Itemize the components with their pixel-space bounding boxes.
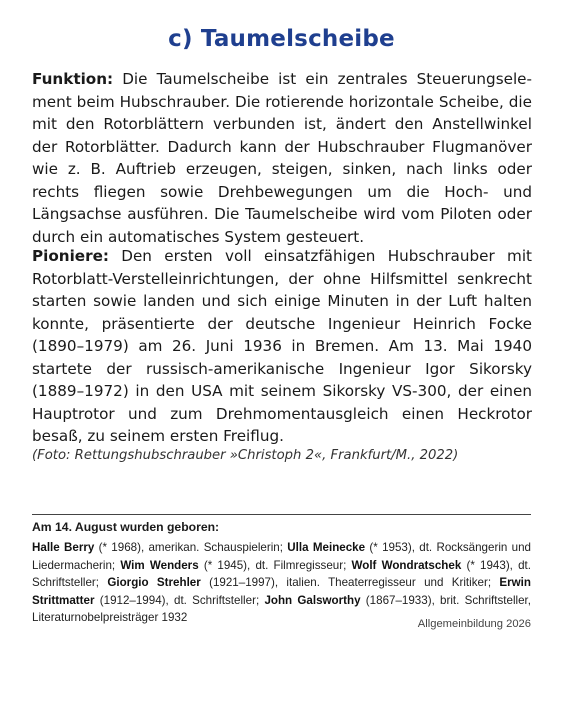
birthdays-heading: Am 14. August wurden geboren: <box>32 520 220 534</box>
person-name: John Galsworthy <box>264 593 361 607</box>
pioniere-paragraph <box>32 245 532 448</box>
person-name: Erwin Strittmatter <box>32 576 531 607</box>
funktion-text: Die Taumelscheibe ist ein zentrales Steuerungselement beim Hubschrauber. Die rotierende horizontale Scheibe, die mit den Rotorblättern verbunden ist, ändert den Anstellwinkel der Rotorblätter. Dadurch kann der Hubschrauber Flugmanöver wie z. B. Auftrieb erzeugen, steigen, sinken, nach links oder rechts fliegen sowie Drehbewegungen um die Hoch- und Längsachse ausführen. Die Taumelscheibe wird vom Piloten oder durch ein automatisches System gesteuert. <box>32 70 532 246</box>
funktion-paragraph <box>32 68 532 248</box>
pioniere-label: Pioniere: <box>32 247 109 265</box>
pioniere-text: Den ersten voll einsatzfähigen Hubschrauber mit Rotorblatt-Verstelleinrichtungen, der ohne Hilfsmittel senkrecht starten sowie landen und sich einige Minuten in der Luft halten konnte, präsentierte der deutsche Ingenieur Heinrich Focke (1890–1979) am 26. Juni 1936 in Bremen. Am 13. Mai 1940 startete der russisch-amerikanische Ingenieur Igor Sikorsky (1889–1972) in den USA mit seinem Sikorsky VS-300, der einen Hauptrotor und zum Drehmomentausgleich einen Heckrotor besaß, zu seinem ersten Freiflug. <box>32 247 532 445</box>
person-info: (* 1968), amerikan. Schauspielerin; <box>94 541 288 554</box>
page-title: c) Taumelscheibe <box>168 26 395 52</box>
person-info: (* 1953), dt. Rocksängerin und Liedermacherin; <box>32 541 531 572</box>
person-info: (1867–1933), brit. Schriftsteller, Literaturnobelpreisträger 1932 <box>32 593 532 625</box>
person-info: (* 1943), dt. Schriftsteller; <box>32 558 531 590</box>
footer-label: Allgemeinbildung 2026 <box>417 618 531 630</box>
photo-caption: (Foto: Rettungshubschrauber »Christoph 2«, Frankfurt/M., 2022) <box>32 448 459 463</box>
person-name: Halle Berry <box>32 541 95 554</box>
person-name: Ulla Meinecke <box>287 541 366 554</box>
funktion-label: Funktion: <box>32 70 114 88</box>
person-name: Giorgio Strehler <box>107 576 201 590</box>
person-info: (* 1945), dt. Filmregisseur; <box>198 558 352 572</box>
person-name: Wim Wenders <box>120 558 199 572</box>
person-name: Wolf Wondratschek <box>351 558 462 572</box>
person-info: (1921–1997), italien. Theaterregisseur und Kritiker; <box>200 576 500 590</box>
birthdays-list <box>32 539 531 627</box>
person-info: (1912–1994), dt. Schriftsteller; <box>94 593 265 607</box>
divider <box>32 514 531 515</box>
